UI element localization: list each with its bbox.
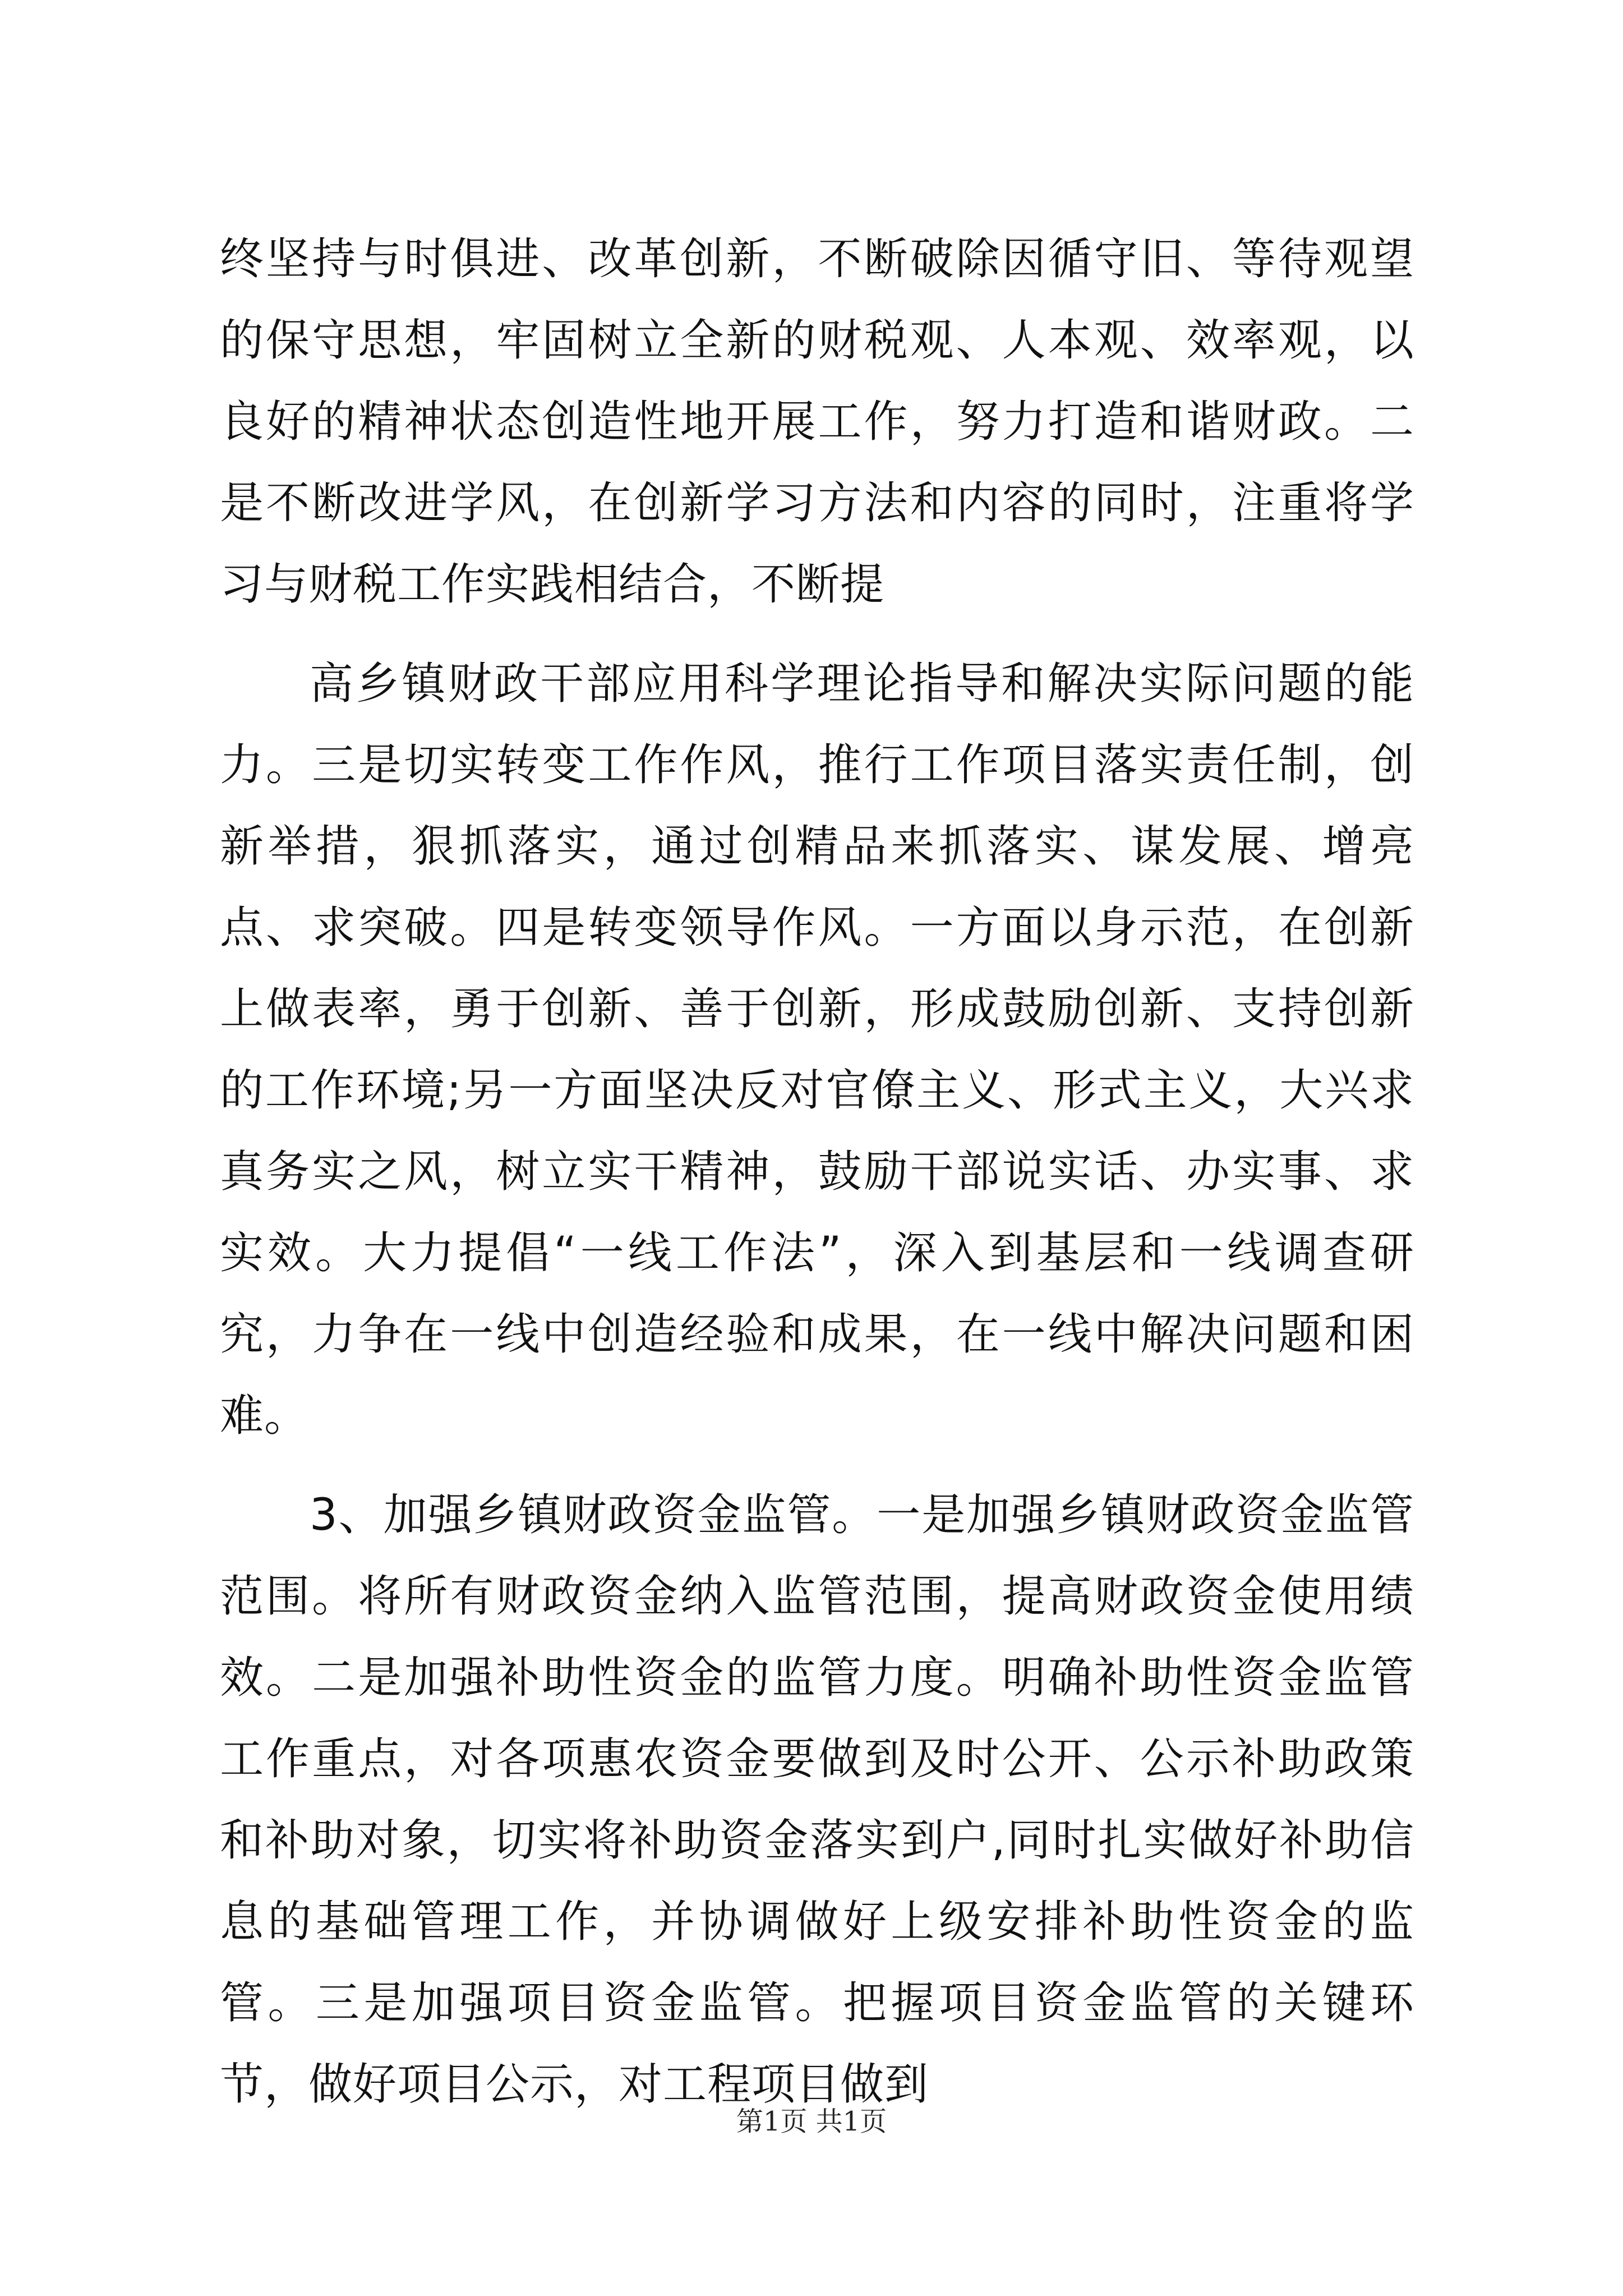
document-body bbox=[220, 219, 1414, 2125]
paragraph-continuation: 终坚持与时俱进、改革创新，不断破除因循守旧、等待观望的保守思想，牢固树立全新的财税观、人本观、效率观，以良好的精神状态创造性地开展工作，努力打造和谐财政。二是不断改进学风，在创新学习方法和内容的同时，注重将学习与财税工作实践相结合，不断提 bbox=[220, 234, 1414, 610]
paragraph-work-style: 高乡镇财政干部应用科学理论指导和解决实际问题的能力。三是切实转变工作作风，推行工作项目落实责任制，创新举措，狠抓落实，通过创精品来抓落实、谋发展、增亮点、求突破。四是转变领导作风。一方面以身示范，在创新上做表率，勇于创新、善于创新，形成鼓励创新、支持创新的工作环境;另一方面坚决反对官僚主义、形式主义，大兴求真务实之风，树立实干精神，鼓励干部说实话、办实事、求实效。大力提倡“一线工作法”，深入到基层和一线调查研究，力争在一线中创造经验和成果，在一线中解决问题和困难。 bbox=[220, 659, 1414, 1441]
page-footer: 第1页 共1页 bbox=[736, 2106, 887, 2137]
paragraph-fund-supervision: 3、加强乡镇财政资金监管。一是加强乡镇财政资金监管范围。将所有财政资金纳入监管范围，提高财政资金使用绩效。二是加强补助性资金的监管力度。明确补助性资金监管工作重点，对各项惠农资金要做到及时公开、公示补助政策和补助对象，切实将补助资金落实到户,同时扎实做好补助信息的基础管理工作，并协调做好上级安排补助性资金的监管。三是加强项目资金监管。把握项目资金监管的关键环节，做好项目公示，对工程项目做到 bbox=[220, 1490, 1414, 2110]
